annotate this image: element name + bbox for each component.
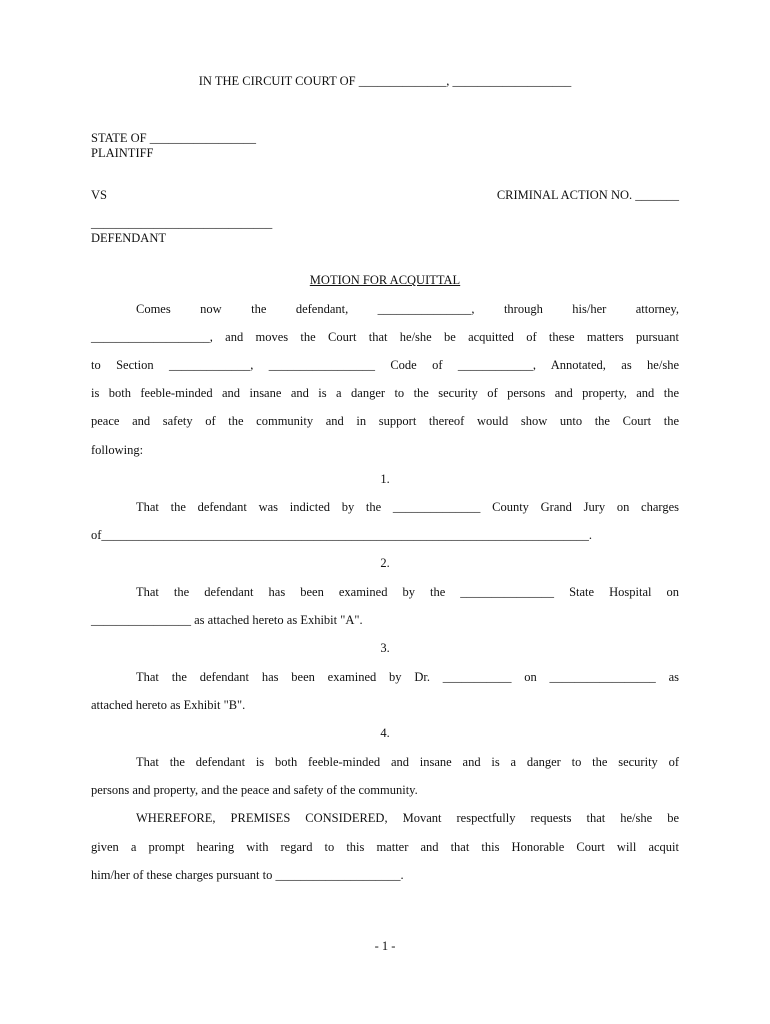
paragraph-line: attached hereto as Exhibit "B". — [91, 698, 246, 712]
section-number: 4. — [380, 726, 390, 740]
plaintiff-label: PLAINTIFF — [91, 146, 154, 160]
wherefore-line: WHEREFORE, PREMISES CONSIDERED, Movant respectfully requests that he/she be — [136, 811, 679, 825]
wherefore-line: given a prompt hearing with regard to this matter and that this Honorable Court will acquit — [91, 840, 679, 854]
defendant-name-blank: _____________________________ — [91, 216, 273, 230]
criminal-action-number: CRIMINAL ACTION NO. _______ — [496, 188, 679, 202]
paragraph-line: of______________________________________________________________________________. — [91, 528, 593, 542]
section-number: 1. — [380, 472, 390, 486]
intro-line: is both feeble-minded and insane and is a danger to the security of persons and property, and the — [91, 386, 679, 400]
document-title: MOTION FOR ACQUITTAL — [309, 273, 461, 287]
page-number: - 1 - — [374, 939, 396, 953]
section-number: 3. — [380, 641, 390, 655]
defendant-label: DEFENDANT — [91, 231, 166, 245]
wherefore-line: him/her of these charges pursuant to ____________________. — [91, 868, 404, 882]
paragraph-line: That the defendant has been examined by the _______________ State Hospital on — [136, 585, 679, 599]
vs-label: VS — [91, 188, 107, 202]
intro-line: to Section _____________, _________________ Code of ____________, Annotated, as he/she — [91, 358, 679, 372]
paragraph-line: That the defendant is both feeble-minded and insane and is a danger to the security of — [136, 755, 679, 769]
intro-line: Comes now the defendant, _______________, through his/her attorney, — [136, 302, 679, 316]
paragraph-line: That the defendant was indicted by the ______________ County Grand Jury on charges — [136, 500, 679, 514]
paragraph-line: That the defendant has been examined by Dr. ___________ on _________________ as — [136, 670, 679, 684]
state-line: STATE OF _________________ — [91, 131, 256, 145]
section-number: 2. — [380, 556, 390, 570]
intro-line: ___________________, and moves the Court that he/she be acquitted of these matters pursuant — [91, 330, 679, 344]
intro-line: peace and safety of the community and in support thereof would show unto the Court the — [91, 414, 679, 428]
court-header: IN THE CIRCUIT COURT OF ______________, ___________________ — [198, 74, 572, 88]
intro-line: following: — [91, 443, 144, 457]
paragraph-line: ________________ as attached hereto as Exhibit "A". — [91, 613, 363, 627]
paragraph-line: persons and property, and the peace and safety of the community. — [91, 783, 418, 797]
